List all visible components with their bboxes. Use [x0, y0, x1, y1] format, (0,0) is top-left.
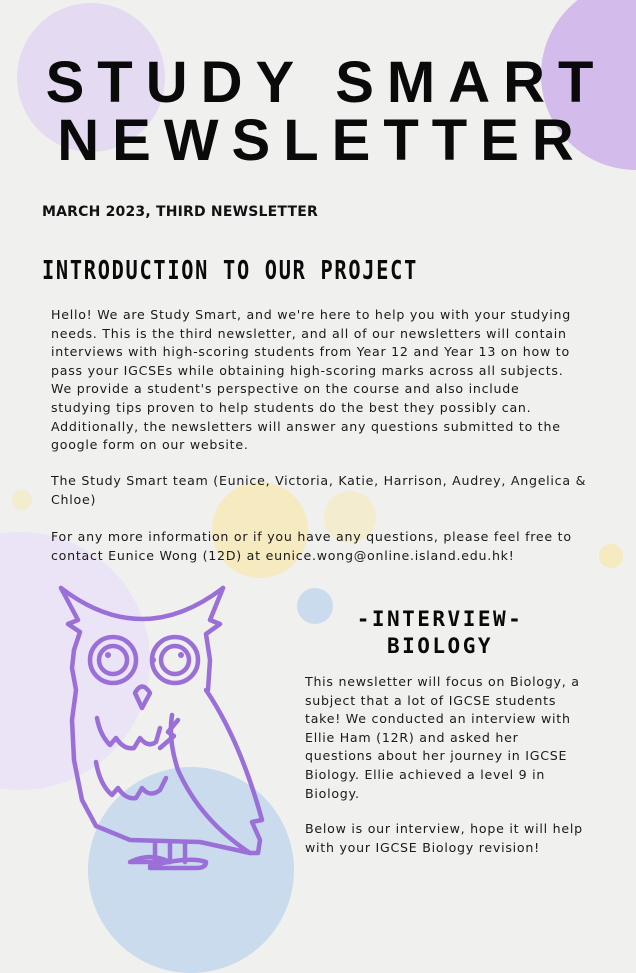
- interview-heading-line-2: BIOLOGY: [386, 634, 493, 658]
- contact-paragraph: For any more information or if you have any questions, please feel free to contact Eunice Wong (12D) at eunice.wong@online.island.edu.hk!: [51, 529, 572, 563]
- interview-heading-line-1: -INTERVIEW-: [356, 607, 524, 631]
- dateline: MARCH 2023, THIRD NEWSLETTER: [42, 204, 318, 220]
- team-paragraph: The Study Smart team (Eunice, Victoria, Katie, Harrison, Audrey, Angelica & Chloe): [51, 473, 587, 507]
- intro-heading: INTRODUCTION TO OUR PROJECT: [42, 256, 418, 286]
- interview-heading: [340, 606, 540, 660]
- interview-intro-paragraph: This newsletter will focus on Biology, a subject that a lot of IGCSE students take! We conducted an interview with Ellie Ham (12R) and asked her questions about her journey in IGCSE Biology. Ellie achieved a level 9 in Biology.: [305, 674, 580, 801]
- interview-closing-paragraph: Below is our interview, hope it will help with your IGCSE Biology revision!: [305, 821, 583, 855]
- title-line-2: NEWSLETTER: [57, 108, 587, 173]
- intro-paragraph: Hello! We are Study Smart, and we're here to help you with your studying needs. This is the third newsletter, and all of our newsletters will contain interviews with high-scoring students from Year 12 and Year 13 on how to pass your IGCSEs while obtaining high-scoring marks across all subjects. We provide a student's perspective on the course and also include studying tips proven to help students do the best they possibly can. Additionally, the newsletters will answer any questions submitted to the google form on our website.: [51, 307, 571, 453]
- title-line-1: STUDY SMART: [45, 50, 607, 115]
- owl-icon: [40, 570, 280, 880]
